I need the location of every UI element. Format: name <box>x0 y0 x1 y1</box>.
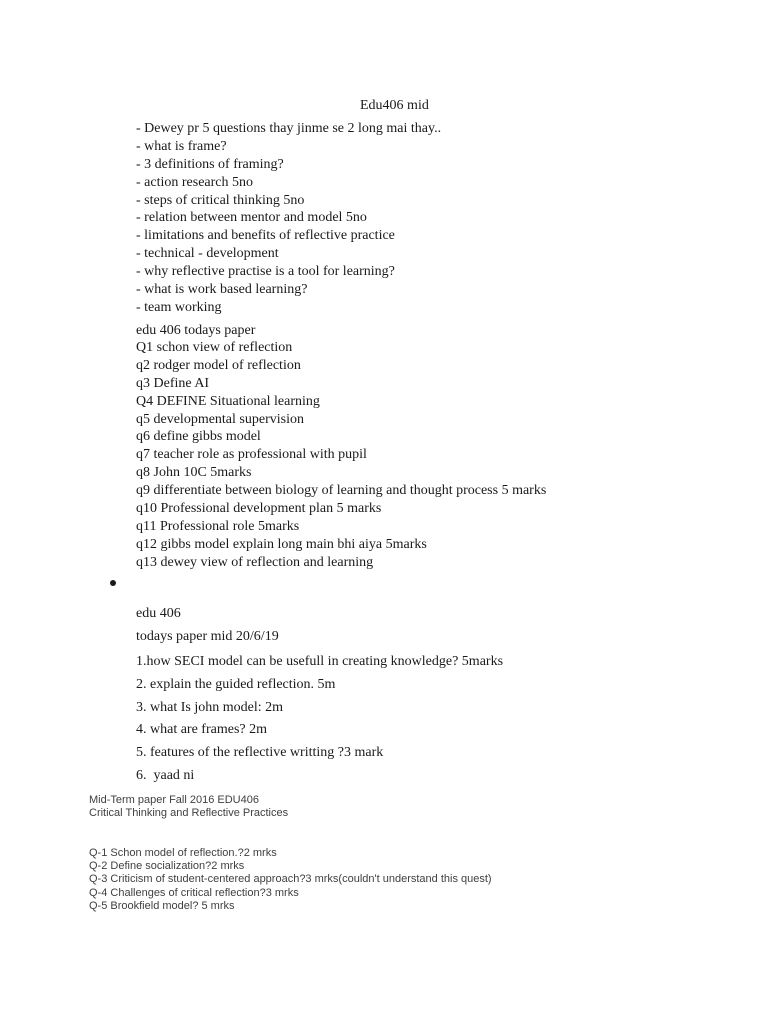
list-item: - 3 definitions of framing? <box>136 156 284 172</box>
list-item: - what is work based learning? <box>136 282 308 298</box>
list-item: Q-3 Criticism of student-centered approach?3 mrks(couldn't understand this quest) <box>89 873 492 886</box>
list-item: 6. yaad ni <box>136 767 195 783</box>
list-item: - Dewey pr 5 questions thay jinme se 2 long mai thay.. <box>136 121 442 136</box>
question-list <box>89 847 492 913</box>
list-item: q8 John 10C 5marks <box>136 465 252 481</box>
list-item: q11 Professional role 5marks <box>136 518 300 534</box>
list-item: q3 Define AI <box>136 375 210 391</box>
list-item: 4. what are frames? 2m <box>136 722 267 738</box>
list-item: q6 define gibbs model <box>136 429 261 445</box>
list-item: Q-5 Brookfield model? 5 mrks <box>89 899 235 912</box>
list-item: Q-2 Define socialization?2 mrks <box>89 860 245 873</box>
bullet-dot <box>110 580 116 586</box>
list-item: - team working <box>136 299 222 315</box>
document-title: Edu406 mid <box>360 98 429 113</box>
list-item: - action research 5no <box>136 174 253 190</box>
section-heading: edu 406 todays paper <box>136 323 256 338</box>
list-item: 1.how SECI model can be usefull in creating knowledge? 5marks <box>136 654 504 669</box>
list-item: 3. what Is john model: 2m <box>136 699 283 715</box>
paper-date-line: todays paper mid 20/6/19 <box>136 629 279 644</box>
list-item: - relation between mentor and model 5no <box>136 210 367 226</box>
list-item: Q-4 Challenges of critical reflection?3 mrks <box>89 886 299 899</box>
section-heading: edu 406 <box>136 606 181 621</box>
list-item: q10 Professional development plan 5 marks <box>136 501 382 517</box>
question-list <box>136 339 546 572</box>
list-item: q13 dewey view of reflection and learning <box>136 554 374 570</box>
list-item: Q1 schon view of reflection <box>136 340 293 355</box>
list-item: q7 teacher role as professional with pupil <box>136 447 367 463</box>
list-item: - technical - development <box>136 246 279 262</box>
list-item: Q-1 Schon model of reflection.?2 mrks <box>89 847 277 859</box>
midterm-title: Mid-Term paper Fall 2016 EDU406 <box>89 794 259 806</box>
list-item: Q4 DEFINE Situational learning <box>136 393 320 409</box>
list-item: q5 developmental supervision <box>136 411 304 427</box>
list-item: 5. features of the reflective writting ?3 mark <box>136 745 384 761</box>
list-item: q9 differentiate between biology of learning and thought process 5 marks <box>136 483 547 499</box>
list-item: q12 gibbs model explain long main bhi aiya 5marks <box>136 536 427 552</box>
list-item: - steps of critical thinking 5no <box>136 192 305 208</box>
topic-list <box>136 120 441 317</box>
list-item: - why reflective practise is a tool for learning? <box>136 264 395 280</box>
list-item: - limitations and benefits of reflective practice <box>136 228 395 244</box>
list-item: 2. explain the guided reflection. 5m <box>136 676 336 692</box>
list-item: - what is frame? <box>136 138 227 154</box>
midterm-subtitle: Critical Thinking and Reflective Practices <box>89 807 289 819</box>
question-list <box>136 651 503 788</box>
list-item: q2 rodger model of reflection <box>136 357 301 373</box>
